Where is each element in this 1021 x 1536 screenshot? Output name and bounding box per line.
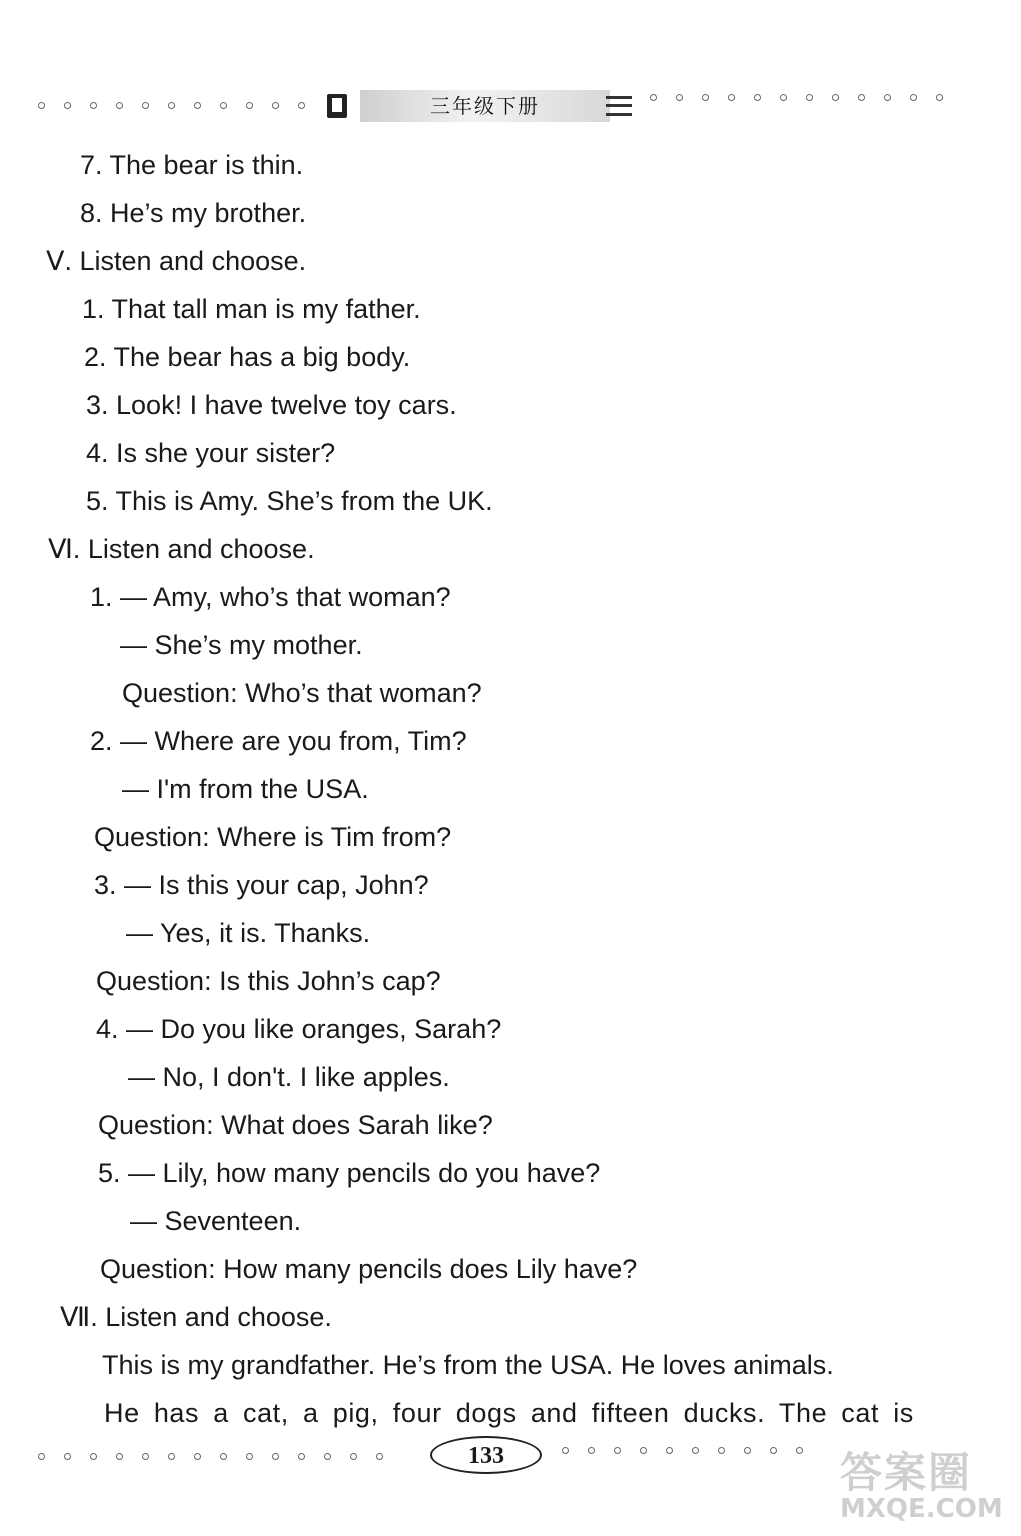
paragraph-line: This is my grandfather. He’s from the USA. He loves animals. xyxy=(102,1350,834,1380)
question-line: Question: Who’s that woman? xyxy=(122,678,482,708)
question-line: Question: Is this John’s cap? xyxy=(96,966,441,996)
text-line: 8. He’s my brother. xyxy=(80,198,307,228)
watermark-url: MXQE.COM xyxy=(840,1494,1003,1524)
header-dots-left xyxy=(38,102,305,109)
watermark-text: 答案圈 xyxy=(840,1448,973,1497)
header-dots-right xyxy=(650,94,943,101)
book-icon xyxy=(327,94,347,118)
dialogue-line: 3. — Is this your cap, John? xyxy=(94,870,429,900)
text-line: 1. That tall man is my father. xyxy=(82,294,421,324)
watermark xyxy=(840,1440,1010,1530)
question-line: Question: Where is Tim from? xyxy=(94,822,452,852)
footer-dots-right xyxy=(562,1447,803,1454)
grade-label: 三年级下册 xyxy=(360,90,610,122)
text-line: 2. The bear has a big body. xyxy=(84,342,411,372)
question-line: Question: What does Sarah like? xyxy=(98,1110,493,1140)
text-line: 4. Is she your sister? xyxy=(86,438,336,468)
paragraph-line: He has a cat, a pig, four dogs and fifteen ducks. The cat is xyxy=(104,1398,914,1428)
dialogue-line: 1. — Amy, who’s that woman? xyxy=(90,582,451,612)
question-line: Question: How many pencils does Lily have? xyxy=(100,1254,638,1284)
dialogue-line: — She’s my mother. xyxy=(120,630,363,660)
dialogue-line: — Yes, it is. Thanks. xyxy=(126,918,371,948)
dialogue-line: — I'm from the USA. xyxy=(122,774,369,804)
decorative-bars-icon xyxy=(606,96,632,116)
dialogue-line: — Seventeen. xyxy=(130,1206,302,1236)
page-header xyxy=(30,86,990,126)
dialogue-line: 2. — Where are you from, Tim? xyxy=(90,726,467,756)
dialogue-line: 4. — Do you like oranges, Sarah? xyxy=(96,1014,502,1044)
text-line: 7. The bear is thin. xyxy=(80,150,304,180)
text-line: 5. This is Amy. She’s from the UK. xyxy=(86,486,493,516)
section-heading: Ⅵ. Listen and choose. xyxy=(48,534,315,564)
dialogue-line: — No, I don't. I like apples. xyxy=(128,1062,450,1092)
section-heading: Ⅴ. Listen and choose. xyxy=(46,246,307,276)
text-line: 3. Look! I have twelve toy cars. xyxy=(86,390,457,420)
page-number: 133 xyxy=(430,1436,542,1474)
section-heading: Ⅶ. Listen and choose. xyxy=(60,1302,332,1332)
footer-dots-left xyxy=(38,1453,383,1460)
dialogue-line: 5. — Lily, how many pencils do you have? xyxy=(98,1158,601,1188)
